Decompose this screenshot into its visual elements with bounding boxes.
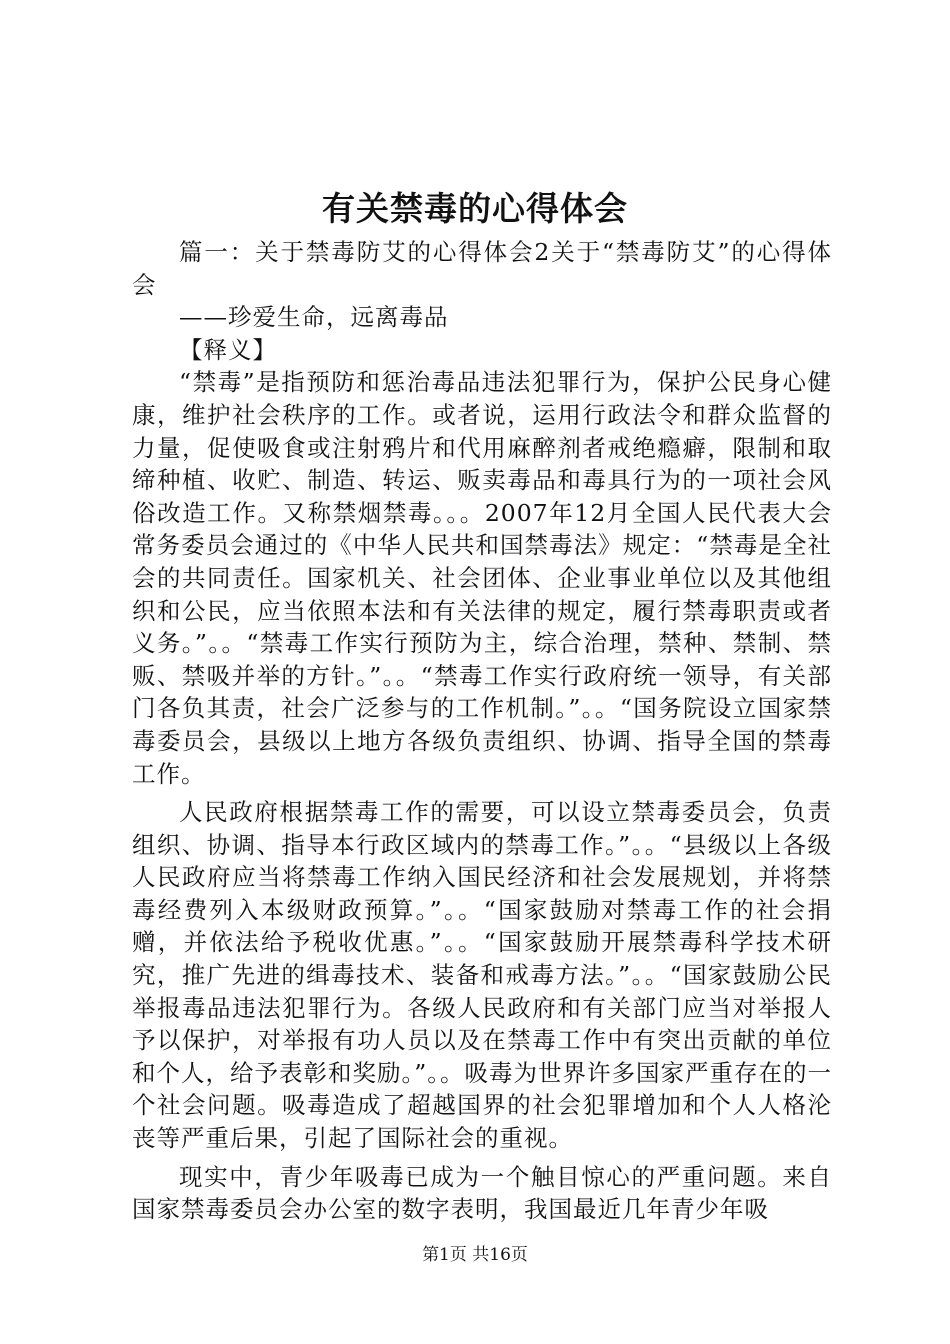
paragraph-reality: 现实中，青少年吸毒已成为一个触目惊心的严重问题。来自国家禁毒委员会办公室的数字表明，我国最近几年青少年吸 <box>132 1162 832 1224</box>
document-body <box>132 236 832 1226</box>
paragraph-definition: “禁毒”是指预防和惩治毒品违法犯罪行为，保护公民身心健康，维护社会秩序的工作。或者说，运用行政法令和群众监督的力量，促使吸食或注射鸦片和代用麻醉剂者戒绝瘾癖，限制和取缔种植、收贮、制造、转运、贩卖毒品和毒具行为的一项社会风俗改造工作。又称禁烟禁毒。。。2007年12月全国人民代表大会常务委员会通过的《中华人民共和国禁毒法》规定：“禁毒是全社会的共同责任。国家机关、社会团体、企业事业单位以及其他组织和公民，应当依照本法和有关法律的规定，履行禁毒职责或者义务。”。。“禁毒工作实行预防为主，综合治理，禁种、禁制、禁贩、禁吸并举的方针。”。。“禁毒工作实行政府统一领导，有关部门各负其责，社会广泛参与的工作机制。”。。“国务院设立国家禁毒委员会，县级以上地方各级负责组织、协调、指导全国的禁毒工作。 <box>132 368 832 788</box>
page-number: 第1页 共16页 <box>422 1245 528 1265</box>
paragraph-law: 人民政府根据禁毒工作的需要，可以设立禁毒委员会，负责组织、协调、指导本行政区域内的禁毒工作。”。。“县级以上各级人民政府应当将禁毒工作纳入国民经济和社会发展规划，并将禁毒经费列入本级财政预算。”。。“国家鼓励对禁毒工作的社会捐赠，并依法给予税收优惠。”。。“国家鼓励开展禁毒科学技术研究，推广先进的缉毒技术、装备和戒毒方法。”。。“国家鼓励公民举报毒品违法犯罪行为。各级人民政府和有关部门应当对举报人予以保护，对举报有功人员以及在禁毒工作中有突出贡献的单位和个人，给予表彰和奖励。”。。吸毒为世界许多国家严重存在的一个社会问题。吸毒造成了超越国界的社会犯罪增加和个人人格沦丧等严重后果，引起了国际社会的重视。 <box>132 798 833 1153</box>
paragraph-heading: 篇一：关于禁毒防艾的心得体会2关于“禁毒防艾”的心得体会 <box>132 238 832 299</box>
document-title: 有关禁毒的心得体会 <box>322 189 628 228</box>
paragraph-subtitle: ——珍爱生命，远离毒品 <box>179 303 449 332</box>
paragraph-definition-label: 【释义】 <box>179 335 277 364</box>
